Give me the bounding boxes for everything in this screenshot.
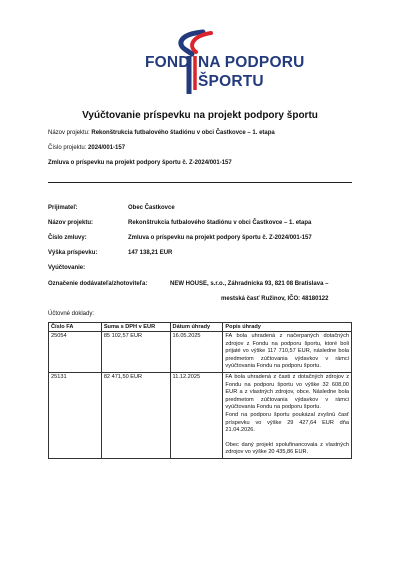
payment-description — [223, 332, 352, 373]
contract-line: Zmluva o príspevku na projekt podpory športu č. Z-2024/001-157 — [48, 160, 232, 166]
description-paragraph: FA bola uhradená z načerpaných dotačných zdrojov z Fondu na podporu športu, ktoré boli prijaté vo výške 117 710,57 EUR, následne bola predmetom zúčtovania výdavkov v rámci vyúčtovania Fondu na podporu športu. — [225, 333, 349, 370]
invoice-number: 25054 — [49, 332, 102, 373]
logo — [0, 0, 400, 100]
recipient-value: Obec Častkovce — [128, 205, 175, 211]
project-number-label: Číslo projektu: — [48, 145, 87, 151]
supplier-label: Označenie dodávateľa/zhotoviteľa: — [48, 281, 148, 287]
table-row — [49, 332, 352, 373]
description-paragraph: Obec daný projekt spolufinancovala z vlastných zdrojov vo výške 20 435,86 EUR. — [225, 441, 349, 456]
contract-label: Číslo zmluvy: — [48, 235, 87, 241]
table-header-row — [49, 323, 352, 332]
recipient-label: Prijímateľ: — [48, 205, 78, 211]
column-header-number: Číslo FA — [49, 323, 102, 332]
logo-text-na-podporu: NA PODPORU — [198, 54, 305, 71]
amount-value: 147 138,21 EUR — [128, 250, 173, 256]
logo-text-fond: FOND — [145, 54, 190, 71]
settlement-label: Vyúčtovanie: — [48, 265, 86, 271]
supplier-value-line2: mestská časť Ružinov, IČO: 48180122 — [221, 296, 329, 302]
amount-label: Výška príspevku: — [48, 250, 98, 256]
column-header-date: Dátum úhrady — [170, 323, 223, 332]
project-name-label: Názov projektu: — [48, 130, 90, 136]
invoice-amount: 85 102,57 EUR — [101, 332, 170, 373]
supplier-value-line1: NEW HOUSE, s.r.o., Záhradnícka 93, 821 08 Bratislava – — [170, 281, 329, 287]
page-title: Vyúčtovanie príspevku na projekt podpory športu — [82, 110, 318, 121]
description-paragraph: Fond na podporu športu poukázal zvyšnú časť príspevku vo výške 29 427,64 EUR dňa 21.04.2026. — [225, 411, 349, 434]
project-value: Rekonštrukcia futbalového štadiónu v obci Častkovce – 1. etapa — [128, 220, 312, 226]
divider — [48, 182, 352, 183]
project-number-line — [48, 145, 125, 151]
logo-text-sportu: ŠPORTU — [198, 73, 264, 90]
contract-value: Zmluva o príspevku na projekt podpory športu č. Z-2024/001-157 — [128, 235, 312, 241]
project-label: Názov projektu: — [48, 220, 94, 226]
column-header-description: Popis úhrady — [223, 323, 352, 332]
docs-label: Účtovné doklady: — [48, 311, 95, 317]
project-number-value: 2024/001-157 — [88, 145, 126, 151]
payment-description — [223, 372, 352, 458]
invoice-number: 25131 — [49, 372, 102, 458]
documents-table — [48, 322, 352, 459]
table-row — [49, 372, 352, 458]
invoice-amount: 82 471,50 EUR — [101, 372, 170, 458]
project-name-line — [48, 130, 275, 136]
payment-date: 16.05.2025 — [170, 332, 223, 373]
project-name-value: Rekonštrukcia futbalového štadiónu v obci Častkovce – 1. etapa — [91, 130, 275, 136]
description-paragraph: FA bola uhradená z časti z dotačných zdrojov z Fondu na podporu športu vo výške 32 608,00 EUR a z vlastných zdrojov, obce. Následne bola predmetom zúčtovania výdavkov v rámci vyúčtovania Fondu na podporu športu. — [225, 373, 349, 411]
payment-date: 11.12.2025 — [170, 372, 223, 458]
column-header-amount: Suma s DPH v EUR — [101, 323, 170, 332]
